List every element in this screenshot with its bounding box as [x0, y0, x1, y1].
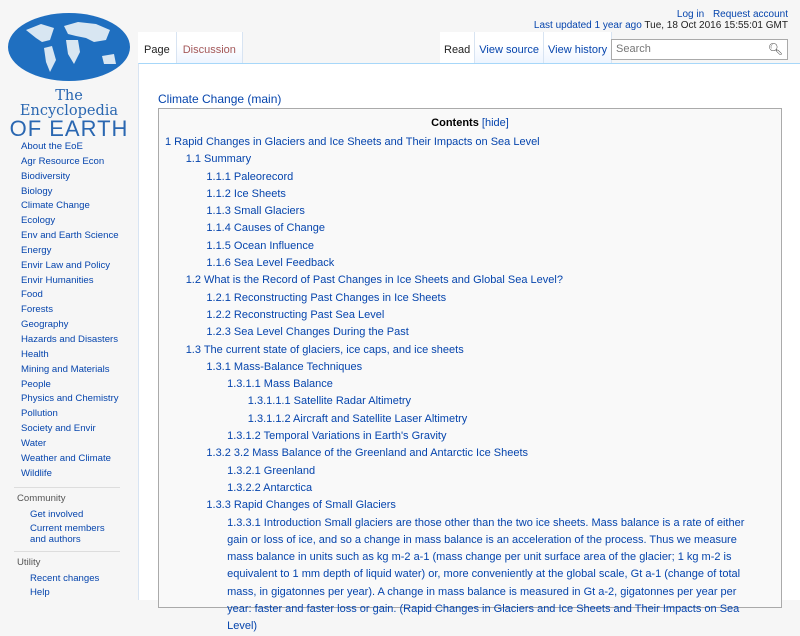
sidebar-item-food[interactable]: Food [21, 289, 43, 301]
sidebar-item-physics-and-chemistry[interactable]: Physics and Chemistry [21, 393, 119, 405]
toc-item[interactable]: 1.1.3 Small Glaciers [206, 205, 305, 218]
sidebar-item-wildlife[interactable]: Wildlife [21, 467, 52, 479]
sidebar-item-biology[interactable]: Biology [21, 185, 53, 197]
toc-list [165, 134, 763, 636]
toc-item[interactable]: 1.3.1 Mass-Balance Techniques [206, 360, 363, 373]
sidebar-item-hazards-and-disasters[interactable]: Hazards and Disasters [21, 333, 119, 345]
tab-view-source[interactable]: View source [475, 32, 544, 63]
community-portal [14, 487, 120, 545]
sidebar-item-ecology[interactable]: Ecology [21, 215, 56, 227]
sidebar-item-geography[interactable]: Geography [21, 319, 69, 331]
sidebar-item-society-and-envir[interactable]: Society and Envir [21, 423, 96, 435]
toc-item[interactable]: 1.3.1.1.1 Satellite Radar Altimetry [247, 395, 412, 408]
sidebar-item-about-the-eoe[interactable]: About the EoE [21, 141, 83, 152]
table-of-contents [158, 108, 782, 633]
sidebar-item-climate-change[interactable]: Climate Change [21, 200, 90, 212]
toc-item[interactable]: 1.3.1.2 Temporal Variations in Earth's Gravity [227, 430, 447, 443]
sidebar-navigation [0, 140, 138, 481]
toc-item[interactable]: 1.2.2 Reconstructing Past Sea Level [206, 308, 385, 321]
tab-discussion[interactable]: Discussion [177, 32, 243, 63]
toc-item[interactable]: 1.3.2.2 Antarctica [227, 481, 313, 494]
toc-item[interactable]: 1.2.1 Reconstructing Past Changes in Ice Sheets [206, 291, 447, 304]
search-placeholder: Search [616, 43, 651, 55]
last-updated [534, 20, 788, 31]
login-link[interactable]: Log in [676, 9, 705, 20]
utility-heading: Utility [17, 557, 41, 569]
last-updated-link[interactable]: Last updated 1 year ago [533, 20, 642, 31]
sidebar-item-current-members[interactable]: Current members and authors [30, 523, 105, 546]
toc-item[interactable]: 1.3.1.1 Mass Balance [227, 378, 333, 391]
sidebar [0, 140, 138, 601]
toc-item[interactable]: 1.1.1 Paleorecord [206, 170, 294, 183]
personal-tools [671, 9, 788, 20]
sidebar-item-people[interactable]: People [21, 378, 51, 390]
toc-item[interactable]: 1.3.3.1 Introduction Small glaciers are those other than the two ice sheets. Mass balance is a rate of either gain or loss of ice, and so a change in mass balance is an acceleration of the process. Thus we measure mass balance in units such as kg m-2 a-1 (mass change per unit surface area of the glacier; 1 kg m-2 is equivalent to 1 mm depth of liquid water) or, more conveniently at the global scale, Gt a-1 (change of total mass, in gigatonnes per year). A change in mass balance is measured in Gt a-2, gigatonnes per year per year: faster and faster loss or gain. (Rapid Changes in Glaciers and Ice Sheets and Their Impacts on Sea Level) [227, 516, 745, 633]
request-account-link[interactable]: Request account [712, 9, 788, 20]
page-title: Climate Change (main) [158, 92, 282, 106]
sidebar-item-recent-changes[interactable]: Recent changes [30, 573, 100, 585]
utility-portal [14, 551, 120, 598]
sidebar-item-forests[interactable]: Forests [21, 304, 53, 316]
toc-item[interactable]: 1.1.5 Ocean Influence [206, 239, 315, 252]
toc-item[interactable]: 1.3.2 3.2 Mass Balance of the Greenland and Antarctic Ice Sheets [206, 447, 529, 460]
toc-item[interactable]: 1.3 The current state of glaciers, ice caps, and ice sheets [185, 343, 464, 356]
community-heading: Community [17, 493, 66, 505]
sidebar-item-env-and-earth-science[interactable]: Env and Earth Science [21, 230, 119, 242]
tab-view-history[interactable]: View history [544, 32, 612, 63]
sidebar-item-mining-and-materials[interactable]: Mining and Materials [21, 363, 110, 375]
sidebar-item-health[interactable]: Health [21, 348, 49, 360]
view-tabs [440, 32, 612, 63]
tab-read[interactable]: Read [440, 32, 475, 63]
toc-item[interactable]: 1.2 What is the Record of Past Changes in Ice Sheets and Global Sea Level? [185, 274, 563, 287]
sidebar-item-biodiversity[interactable]: Biodiversity [21, 170, 71, 182]
tab-page[interactable]: Page [138, 32, 177, 63]
sidebar-item-envir-humanities[interactable]: Envir Humanities [21, 274, 94, 286]
toc-hide-link[interactable]: [hide] [481, 117, 509, 129]
sidebar-item-agr-resource-econ[interactable]: Agr Resource Econ [21, 155, 105, 167]
toc-item[interactable]: 1.3.3 Rapid Changes of Small Glaciers [206, 499, 396, 512]
toc-item[interactable]: 1.3.2.1 Greenland [227, 464, 316, 477]
toc-item[interactable]: 1.2.3 Sea Level Changes During the Past [206, 326, 409, 339]
updated-date: Tue, 18 Oct 2016 15:55:01 GMT [644, 20, 788, 31]
sidebar-item-get-involved[interactable]: Get involved [30, 509, 84, 521]
namespace-tabs [138, 32, 243, 63]
toc-item[interactable]: 1.1 Summary [185, 153, 252, 166]
toc-item[interactable]: 1.1.6 Sea Level Feedback [206, 257, 335, 270]
sidebar-item-energy[interactable]: Energy [21, 244, 52, 256]
logo-line2: OF EARTH [9, 116, 129, 141]
site-logo[interactable] [6, 12, 132, 141]
toc-item[interactable]: 1.1.4 Causes of Change [206, 222, 326, 235]
toc-item[interactable]: 1.3.1.1.2 Aircraft and Satellite Laser Altimetry [247, 412, 468, 425]
globe-icon [6, 12, 132, 82]
sidebar-item-weather-and-climate[interactable]: Weather and Climate [21, 452, 111, 464]
content-area [138, 63, 800, 633]
sidebar-item-envir-law-and-policy[interactable]: Envir Law and Policy [21, 259, 111, 271]
sidebar-item-water[interactable]: Water [21, 437, 47, 449]
toc-heading: Contents [431, 117, 479, 129]
logo-line1: The Encyclopedia [19, 88, 119, 119]
sidebar-item-help[interactable]: Help [30, 587, 50, 599]
toc-item[interactable]: 1 Rapid Changes in Glaciers and Ice Sheets and Their Impacts on Sea Level [165, 136, 540, 148]
search-icon[interactable]: 🔍︎ [767, 42, 783, 56]
search-input[interactable] [611, 39, 788, 60]
toc-item[interactable]: 1.1.2 Ice Sheets [206, 187, 286, 200]
sidebar-item-pollution[interactable]: Pollution [21, 408, 58, 420]
